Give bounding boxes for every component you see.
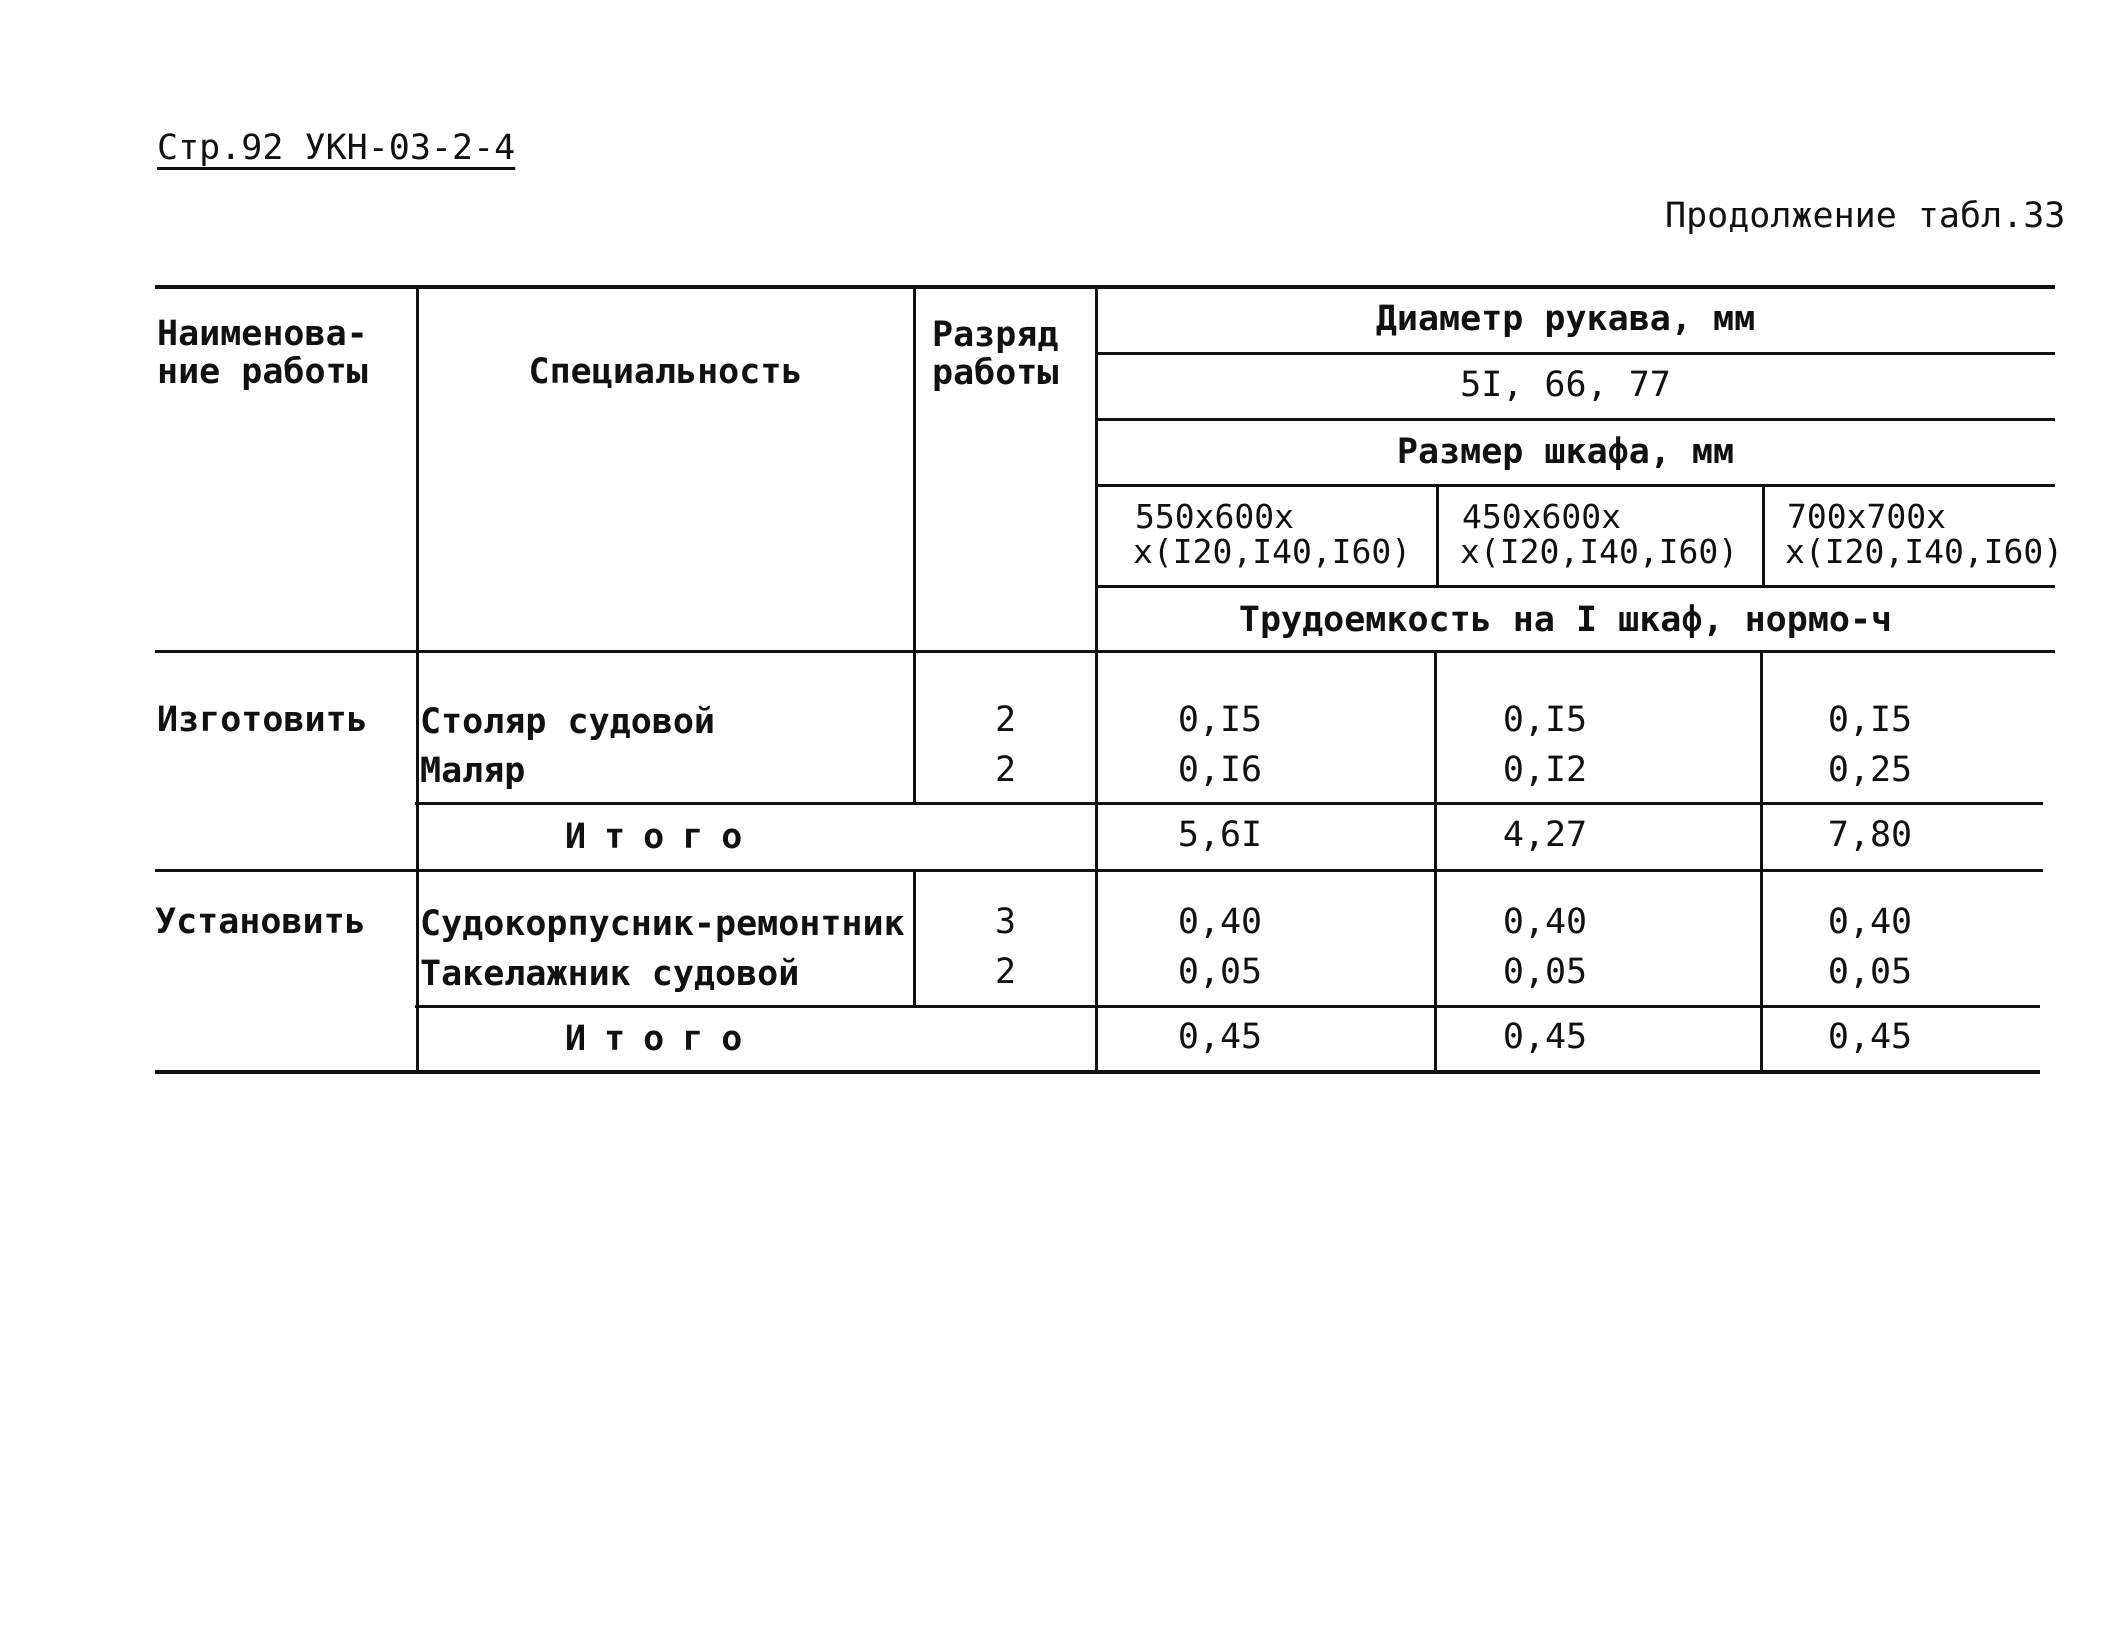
head-size3-line2: x(I20,I40,I60) [1785, 532, 2064, 571]
group1-row2-value2: 0,I2 [1502, 750, 1588, 790]
head-size1-line1: 550x600x [1135, 497, 1294, 536]
head-size3-line1: 700x700x [1787, 497, 1946, 536]
rule-below-diameter [1097, 352, 2055, 355]
group2-total-label: Итого [565, 1019, 761, 1059]
head-size2-line2: x(I20,I40,I60) [1460, 532, 1739, 571]
page-header-right: Продолжение табл.33 [1665, 196, 2066, 236]
group1-total-value3: 7,80 [1827, 815, 1913, 855]
group2-total-value3: 0,45 [1827, 1017, 1913, 1057]
head-labor: Трудоемкость на I шкаф, нормо-ч [1238, 600, 1893, 640]
table-top-rule [155, 285, 2055, 289]
group1-total-label: Итого [565, 817, 761, 857]
group2-row1-grade: 3 [994, 902, 1017, 942]
group1-row1-value3: 0,I5 [1827, 700, 1913, 740]
rule-below-cabinet-size [1097, 484, 2055, 487]
group1-row2-value1: 0,I6 [1177, 750, 1263, 790]
col-divider-speciality [913, 287, 916, 653]
group2-row1-value1: 0,40 [1177, 902, 1263, 942]
rule-above-total-1 [415, 802, 2043, 805]
group2-total-value2: 0,45 [1502, 1017, 1588, 1057]
group2-row1-value2: 0,40 [1502, 902, 1588, 942]
group1-row1-speciality: Столяр судовой [420, 702, 716, 742]
head-grade-line2: работы [932, 353, 1059, 393]
group2-row2-value3: 0,05 [1827, 952, 1913, 992]
group1-row2-value3: 0,25 [1827, 750, 1913, 790]
col-divider-size2 [1762, 486, 1765, 587]
rule-below-diameter-values [1097, 418, 2055, 421]
group2-total-value1: 0,45 [1177, 1017, 1263, 1057]
head-grade-line1: Разряд [932, 315, 1059, 355]
group1-row2-speciality: Маляр [420, 751, 526, 791]
head-work-name-line2: ние работы [157, 352, 368, 392]
rule-above-total-2 [415, 1005, 2040, 1008]
header-bottom-rule [155, 650, 2055, 653]
group2-row1-speciality: Судокорпусник-ремонтник [420, 904, 905, 944]
group2-row1-value3: 0,40 [1827, 902, 1913, 942]
group1-total-value2: 4,27 [1502, 815, 1588, 855]
group1-row1-grade: 2 [994, 700, 1017, 740]
head-size2-line1: 450x600x [1462, 497, 1621, 536]
group2-work: Установить [155, 902, 366, 942]
head-size1-line2: x(I20,I40,I60) [1133, 532, 1412, 571]
head-diameter: Диаметр рукава, мм [1375, 299, 1756, 339]
col-divider-grade [1095, 287, 1098, 1072]
head-speciality: Специальность [528, 352, 803, 392]
group1-work: Изготовить [157, 700, 368, 740]
group2-row2-value1: 0,05 [1177, 952, 1263, 992]
group1-total-value1: 5,6I [1177, 815, 1263, 855]
col-divider-work [416, 287, 419, 1072]
group1-row2-grade: 2 [994, 750, 1017, 790]
head-diameter-values: 5I, 66, 77 [1460, 365, 1671, 405]
group1-row1-value2: 0,I5 [1502, 700, 1588, 740]
group2-row2-grade: 2 [994, 952, 1017, 992]
rule-below-sizes [1097, 585, 2055, 588]
head-work-name-line1: Наименова- [157, 314, 368, 354]
page-header-left: Стр.92 УКН-03-2-4 [157, 128, 516, 168]
group2-row2-speciality: Такелажник судовой [420, 954, 800, 994]
head-cabinet-size: Размер шкафа, мм [1396, 432, 1735, 472]
col-divider-size1 [1436, 486, 1439, 587]
group2-row2-value2: 0,05 [1502, 952, 1588, 992]
group1-row1-value1: 0,I5 [1177, 700, 1263, 740]
